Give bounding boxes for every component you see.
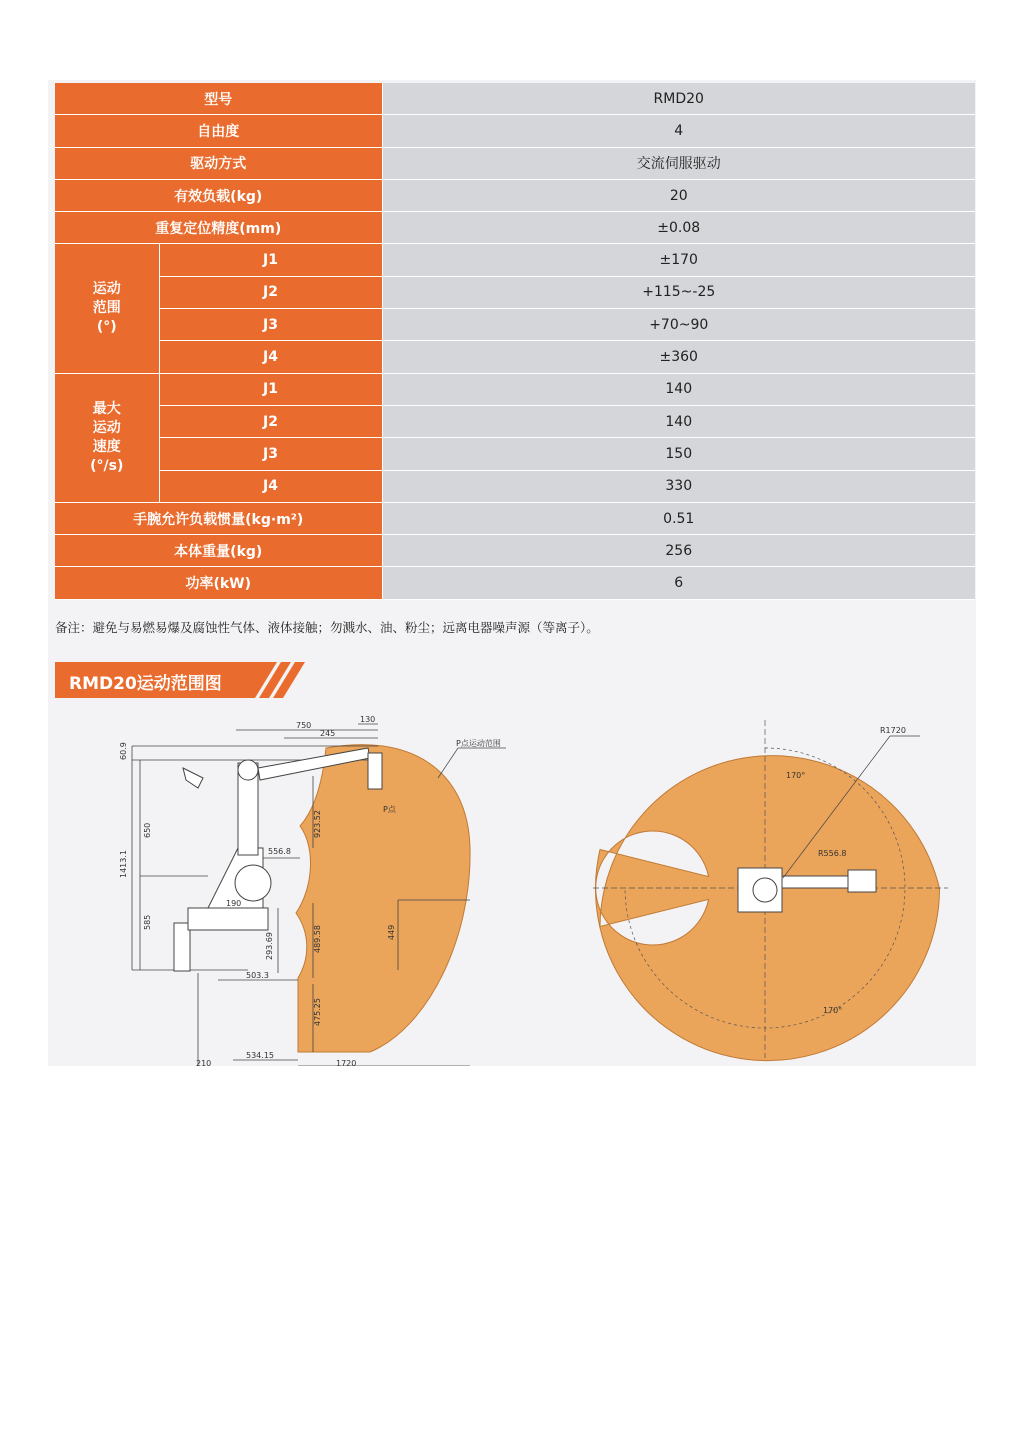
dim-293-69: 293.69 bbox=[265, 932, 274, 960]
dim-60-9: 60.9 bbox=[119, 742, 128, 760]
dim-130: 130 bbox=[360, 715, 376, 724]
spec-value: 6 bbox=[382, 567, 975, 599]
table-row bbox=[55, 341, 975, 373]
table-row bbox=[55, 405, 975, 437]
joint-label: J4 bbox=[159, 470, 382, 502]
table-row bbox=[55, 535, 975, 567]
spec-label: 手腕允许负载惯量(kg·m²) bbox=[55, 502, 382, 534]
spec-label: 重复定位精度(mm) bbox=[55, 212, 382, 244]
dim-534-15: 534.15 bbox=[246, 1051, 274, 1060]
dim-1720: 1720 bbox=[336, 1059, 357, 1066]
spec-value: 330 bbox=[382, 470, 975, 502]
spec-value: 4 bbox=[382, 115, 975, 147]
spec-value: 140 bbox=[382, 373, 975, 405]
section-header bbox=[55, 662, 313, 698]
motion-range-diagram bbox=[48, 708, 976, 1066]
top-view-axis bbox=[753, 878, 777, 902]
dim-210: 210 bbox=[196, 1059, 212, 1066]
spec-value: 140 bbox=[382, 405, 975, 437]
dim-923-52: 923.52 bbox=[313, 810, 322, 838]
dim-650: 650 bbox=[143, 822, 152, 838]
dim-585: 585 bbox=[143, 914, 152, 930]
dim-503-3: 503.3 bbox=[246, 971, 269, 980]
table-row bbox=[55, 567, 975, 599]
spec-value: ±360 bbox=[382, 341, 975, 373]
table-row bbox=[55, 244, 975, 276]
motion-range-drawing bbox=[48, 708, 976, 1066]
table-row bbox=[55, 276, 975, 308]
joint-label: J1 bbox=[159, 244, 382, 276]
robot-wrist bbox=[368, 753, 382, 789]
dim-556-8: 556.8 bbox=[268, 847, 291, 856]
table-row bbox=[55, 179, 975, 211]
table-row bbox=[55, 470, 975, 502]
max-speed-group-label: 最大 运动 速度 (°/s) bbox=[55, 373, 159, 502]
table-row bbox=[55, 115, 975, 147]
dim-475-25: 475.25 bbox=[313, 998, 322, 1026]
dim-750: 750 bbox=[296, 721, 312, 730]
joint-label: J3 bbox=[159, 309, 382, 341]
dim-190: 190 bbox=[226, 899, 242, 908]
spec-label: 驱动方式 bbox=[55, 147, 382, 179]
dim-489-58: 489.58 bbox=[313, 925, 322, 953]
joint-label: J1 bbox=[159, 373, 382, 405]
angle-bottom-label: 170° bbox=[823, 1006, 843, 1015]
table-row bbox=[55, 83, 975, 115]
dim-245: 245 bbox=[320, 729, 336, 738]
spec-value: 交流伺服驱动 bbox=[382, 147, 975, 179]
section-title: RMD20运动范围图 bbox=[69, 674, 222, 694]
table-row bbox=[55, 147, 975, 179]
spec-label: 型号 bbox=[55, 83, 382, 115]
inner-radius-label: R556.8 bbox=[818, 849, 847, 858]
table-row bbox=[55, 309, 975, 341]
robot-elbow-joint bbox=[238, 760, 258, 780]
dim-1413-1: 1413.1 bbox=[119, 850, 128, 878]
spec-label: 本体重量(kg) bbox=[55, 535, 382, 567]
dim-449: 449 bbox=[387, 924, 396, 940]
spec-label: 自由度 bbox=[55, 115, 382, 147]
motion-range-group-label: 运动 范围 (°) bbox=[55, 244, 159, 373]
spec-value: RMD20 bbox=[382, 83, 975, 115]
table-row bbox=[55, 212, 975, 244]
spec-value: 20 bbox=[382, 179, 975, 211]
spec-value: 0.51 bbox=[382, 502, 975, 534]
p-range-label: P点运动范围 bbox=[456, 739, 501, 748]
table-row bbox=[55, 438, 975, 470]
spec-label: 有效负载(kg) bbox=[55, 179, 382, 211]
robot-shoulder-joint bbox=[235, 865, 271, 901]
p-point-label: P点 bbox=[383, 805, 396, 814]
spec-value: ±170 bbox=[382, 244, 975, 276]
spec-value: +70~90 bbox=[382, 309, 975, 341]
side-view-work-envelope bbox=[296, 745, 470, 1052]
joint-label: J2 bbox=[159, 405, 382, 437]
robot-counterweight bbox=[183, 768, 203, 788]
joint-label: J2 bbox=[159, 276, 382, 308]
joint-label: J3 bbox=[159, 438, 382, 470]
spec-value: 256 bbox=[382, 535, 975, 567]
spec-value: +115~-25 bbox=[382, 276, 975, 308]
remark-note: 备注：避免与易燃易爆及腐蚀性气体、液体接触；勿溅水、油、粉尘；远离电器噪声源（等离子）。 bbox=[55, 620, 599, 635]
spec-value: 150 bbox=[382, 438, 975, 470]
table-row bbox=[55, 373, 975, 405]
p-label-leader bbox=[438, 748, 458, 778]
joint-label: J4 bbox=[159, 341, 382, 373]
robot-base bbox=[188, 908, 268, 930]
table-row bbox=[55, 502, 975, 534]
spec-table bbox=[55, 83, 975, 600]
spec-value: ±0.08 bbox=[382, 212, 975, 244]
angle-top-label: 170° bbox=[786, 771, 806, 780]
spec-label: 功率(kW) bbox=[55, 567, 382, 599]
top-view-wrist bbox=[848, 870, 876, 892]
radius-label: R1720 bbox=[880, 726, 906, 735]
